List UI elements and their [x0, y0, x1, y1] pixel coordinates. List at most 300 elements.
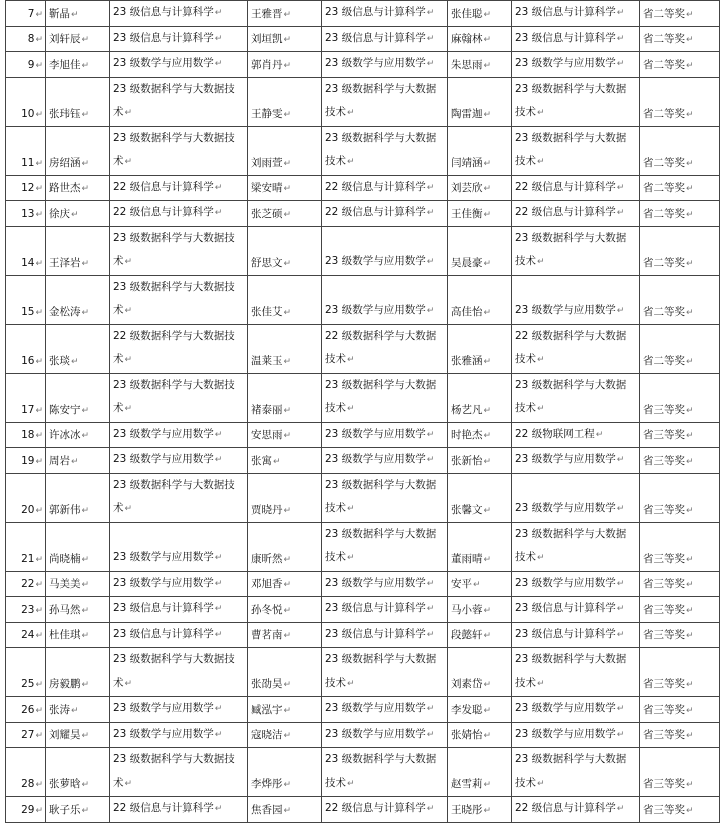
cell-text: 23 级数学与应用数学 — [515, 304, 616, 316]
cell-member3-name — [448, 722, 512, 748]
cell-text: 李旭佳 — [49, 58, 81, 71]
paragraph-mark-icon: ↵ — [537, 404, 545, 414]
cell-text: 23 级信息与计算科学 — [113, 602, 214, 614]
cell-text: 23 级数据科学与大数据技术 — [515, 527, 627, 563]
cell-seq-number — [6, 797, 46, 823]
cell-member2-major — [322, 522, 448, 571]
cell-text: 刘雨萱 — [251, 156, 283, 169]
cell-award-level — [640, 597, 720, 623]
paragraph-mark-icon: ↵ — [426, 604, 435, 614]
cell-seq-number — [6, 722, 46, 748]
cell-text: 张萝晗 — [49, 778, 81, 790]
cell-award-level — [640, 226, 720, 275]
cell-text: 省三等奖 — [643, 803, 685, 816]
table-row — [6, 77, 720, 126]
cell-text: 陶雷迦 — [451, 107, 483, 120]
cell-member3-name — [448, 324, 512, 373]
cell-text: 省二等奖 — [643, 182, 685, 194]
cell-text: 马小蓉 — [451, 603, 483, 616]
paragraph-mark-icon: ↵ — [537, 778, 545, 789]
cell-award-level — [640, 622, 720, 648]
cell-text: 省三等奖 — [643, 703, 685, 716]
cell-award-level — [640, 797, 720, 823]
paragraph-mark-icon: ↵ — [283, 258, 292, 269]
paragraph-mark-icon: ↵ — [35, 35, 43, 45]
cell-text: 邓旭香 — [251, 578, 283, 590]
paragraph-mark-icon: ↵ — [124, 355, 133, 365]
cell-member1-major — [110, 26, 248, 52]
paragraph-mark-icon: ↵ — [595, 429, 604, 440]
cell-award-level — [640, 373, 720, 422]
cell-text: 23 级信息与计算科学 — [113, 31, 214, 44]
cell-text: 省二等奖 — [643, 305, 685, 318]
paragraph-mark-icon: ↵ — [35, 505, 43, 516]
cell-text: 焦香园 — [251, 803, 283, 816]
paragraph-mark-icon: ↵ — [71, 9, 79, 20]
paragraph-mark-icon: ↵ — [214, 59, 223, 69]
paragraph-mark-icon: ↵ — [483, 356, 492, 367]
cell-member2-major — [322, 697, 448, 723]
cell-member2-major — [322, 175, 448, 201]
cell-member2-name — [248, 77, 322, 126]
paragraph-mark-icon: ↵ — [283, 780, 292, 790]
paragraph-mark-icon: ↵ — [283, 109, 292, 120]
cell-text: 张婧怡 — [451, 729, 483, 741]
cell-text: 张琰 — [49, 354, 70, 367]
paragraph-mark-icon: ↵ — [483, 258, 492, 269]
paragraph-mark-icon: ↵ — [35, 209, 43, 220]
cell-award-level — [640, 1, 720, 27]
cell-text: 房绍涵 — [49, 156, 81, 169]
table-row — [6, 52, 720, 78]
cell-member1-name — [46, 748, 110, 797]
paragraph-mark-icon: ↵ — [686, 184, 694, 194]
cell-text: 23 级数据科学与大数据技术 — [113, 378, 235, 414]
cell-text: 许冰冰 — [49, 429, 81, 441]
cell-text: 吴晨豪 — [451, 256, 483, 269]
cell-text: 8 — [27, 33, 35, 45]
cell-text: 23 级数学与应用数学 — [325, 57, 426, 69]
cell-text: 段懿轩 — [451, 629, 483, 641]
paragraph-mark-icon: ↵ — [283, 431, 292, 441]
cell-member2-name — [248, 226, 322, 275]
paragraph-mark-icon: ↵ — [616, 455, 625, 465]
cell-member3-name — [448, 448, 512, 474]
cell-member3-name — [448, 571, 512, 597]
cell-text: 张劭昊 — [251, 678, 283, 690]
cell-text: 22 级数据科学与大数据技术 — [113, 329, 235, 365]
table-row — [6, 473, 720, 522]
cell-member3-name — [448, 797, 512, 823]
paragraph-mark-icon: ↵ — [616, 8, 625, 18]
cell-text: 14 — [21, 256, 35, 269]
paragraph-mark-icon: ↵ — [283, 680, 292, 690]
paragraph-mark-icon: ↵ — [686, 35, 694, 45]
cell-text: 23 级数学与应用数学 — [515, 576, 616, 589]
paragraph-mark-icon: ↵ — [347, 553, 355, 563]
paragraph-mark-icon: ↵ — [81, 109, 90, 120]
paragraph-mark-icon: ↵ — [686, 805, 694, 816]
cell-text: 17 — [21, 403, 35, 416]
cell-text: 23 级数学与应用数学 — [515, 453, 616, 465]
cell-member1-major — [110, 597, 248, 623]
table-row — [6, 722, 720, 748]
table-row — [6, 1, 720, 27]
cell-member2-major — [322, 126, 448, 175]
cell-award-level — [640, 722, 720, 748]
paragraph-mark-icon: ↵ — [71, 209, 79, 220]
cell-member3-major — [512, 622, 640, 648]
cell-member1-name — [46, 52, 110, 78]
cell-text: 李发聪 — [451, 703, 483, 716]
cell-text: 温莱玉 — [251, 354, 283, 367]
cell-text: 闫靖涵 — [451, 156, 483, 169]
cell-member2-major — [322, 52, 448, 78]
paragraph-mark-icon: ↵ — [537, 678, 545, 689]
cell-text: 23 级数据科学与大数据技术 — [113, 753, 235, 789]
paragraph-mark-icon: ↵ — [426, 429, 435, 440]
cell-text: 22 级信息与计算科学 — [325, 180, 426, 193]
cell-member3-major — [512, 77, 640, 126]
cell-text: 省三等奖 — [643, 678, 685, 690]
cell-text: 23 级数据科学与大数据技术 — [113, 280, 235, 316]
cell-member3-name — [448, 226, 512, 275]
cell-text: 路世杰 — [49, 182, 81, 194]
cell-member1-major — [110, 571, 248, 597]
cell-text: 23 级数学与应用数学 — [113, 727, 214, 740]
cell-member2-name — [248, 126, 322, 175]
cell-member2-major — [322, 597, 448, 623]
cell-award-level — [640, 52, 720, 78]
cell-member1-major — [110, 175, 248, 201]
table-row — [6, 622, 720, 648]
cell-member3-name — [448, 201, 512, 227]
cell-text: 23 级信息与计算科学 — [515, 31, 616, 44]
paragraph-mark-icon: ↵ — [483, 60, 492, 71]
cell-seq-number — [6, 597, 46, 623]
paragraph-mark-icon: ↵ — [214, 455, 223, 465]
cell-text: 22 级信息与计算科学 — [113, 206, 214, 218]
cell-award-level — [640, 748, 720, 797]
paragraph-mark-icon: ↵ — [616, 604, 625, 614]
cell-text: 孙冬悦 — [251, 603, 283, 616]
cell-seq-number — [6, 52, 46, 78]
cell-member2-name — [248, 275, 322, 324]
table-row — [6, 571, 720, 597]
paragraph-mark-icon: ↵ — [283, 356, 292, 367]
cell-member2-major — [322, 473, 448, 522]
cell-member2-name — [248, 324, 322, 373]
cell-text: 张馨文 — [451, 503, 483, 516]
cell-award-level — [640, 175, 720, 201]
cell-member3-major — [512, 571, 640, 597]
cell-award-level — [640, 473, 720, 522]
paragraph-mark-icon: ↵ — [81, 405, 90, 416]
cell-text: 23 级数据科学与大数据技术 — [325, 378, 437, 414]
cell-text: 27 — [21, 729, 35, 741]
cell-text: 22 级信息与计算科学 — [515, 180, 616, 193]
cell-text: 23 级数据科学与大数据技术 — [325, 653, 437, 689]
cell-text: 23 级数据科学与大数据技术 — [113, 653, 235, 689]
paragraph-mark-icon: ↵ — [483, 505, 492, 516]
paragraph-mark-icon: ↵ — [124, 306, 133, 316]
paragraph-mark-icon: ↵ — [214, 8, 223, 18]
cell-text: 陈安宁 — [49, 403, 81, 416]
cell-text: 王晓彤 — [451, 803, 483, 816]
paragraph-mark-icon: ↵ — [81, 680, 90, 690]
cell-text: 张芝硕 — [251, 207, 283, 220]
cell-text: 张新怡 — [451, 454, 483, 467]
paragraph-mark-icon: ↵ — [347, 108, 355, 118]
paragraph-mark-icon: ↵ — [473, 580, 481, 590]
paragraph-mark-icon: ↵ — [686, 780, 694, 790]
paragraph-mark-icon: ↵ — [616, 704, 625, 714]
cell-member3-name — [448, 52, 512, 78]
paragraph-mark-icon: ↵ — [283, 35, 292, 45]
paragraph-mark-icon: ↵ — [124, 404, 133, 414]
paragraph-mark-icon: ↵ — [81, 158, 90, 169]
paragraph-mark-icon: ↵ — [483, 705, 492, 716]
cell-text: 15 — [21, 305, 35, 318]
cell-award-level — [640, 77, 720, 126]
cell-member3-major — [512, 26, 640, 52]
cell-member3-major — [512, 697, 640, 723]
paragraph-mark-icon: ↵ — [35, 631, 43, 641]
cell-member3-name — [448, 648, 512, 697]
cell-text: 金松涛 — [49, 305, 81, 318]
cell-award-level — [640, 126, 720, 175]
cell-text: 张佳艾 — [251, 305, 283, 318]
cell-seq-number — [6, 648, 46, 697]
table-row — [6, 648, 720, 697]
paragraph-mark-icon: ↵ — [686, 356, 694, 367]
cell-text: 麻翰林 — [451, 33, 483, 45]
cell-text: 23 级数学与应用数学 — [325, 702, 426, 714]
cell-text: 23 级数据科学与大数据技术 — [113, 131, 235, 167]
cell-seq-number — [6, 275, 46, 324]
cell-text: 22 级信息与计算科学 — [325, 802, 426, 814]
paragraph-mark-icon: ↵ — [686, 109, 694, 120]
cell-member3-major — [512, 373, 640, 422]
paragraph-mark-icon: ↵ — [283, 554, 292, 565]
cell-member2-major — [322, 571, 448, 597]
cell-text: 23 级数学与应用数学 — [113, 453, 214, 465]
cell-text: 22 级数据科学与大数据技术 — [325, 329, 437, 365]
paragraph-mark-icon: ↵ — [283, 9, 292, 20]
cell-member3-major — [512, 722, 640, 748]
table-row — [6, 201, 720, 227]
paragraph-mark-icon: ↵ — [686, 705, 694, 716]
cell-member3-name — [448, 473, 512, 522]
cell-member3-name — [448, 126, 512, 175]
paragraph-mark-icon: ↵ — [35, 680, 43, 690]
cell-text: 省三等奖 — [643, 429, 685, 441]
cell-text: 张涛 — [49, 703, 70, 716]
paragraph-mark-icon: ↵ — [483, 680, 492, 690]
cell-text: 省三等奖 — [643, 503, 685, 516]
paragraph-mark-icon: ↵ — [426, 578, 435, 589]
paragraph-mark-icon: ↵ — [426, 257, 435, 267]
cell-seq-number — [6, 622, 46, 648]
cell-member3-name — [448, 748, 512, 797]
cell-member3-major — [512, 175, 640, 201]
cell-text: 舒思文 — [251, 256, 283, 269]
paragraph-mark-icon: ↵ — [124, 257, 133, 267]
cell-text: 23 级数学与应用数学 — [515, 502, 616, 514]
cell-member2-major — [322, 622, 448, 648]
paragraph-mark-icon: ↵ — [347, 678, 355, 689]
cell-text: 28 — [21, 778, 35, 790]
paragraph-mark-icon: ↵ — [426, 59, 435, 69]
paragraph-mark-icon: ↵ — [124, 108, 133, 118]
cell-text: 张佳聪 — [451, 7, 483, 20]
cell-member1-name — [46, 126, 110, 175]
paragraph-mark-icon: ↵ — [483, 431, 492, 441]
cell-member2-name — [248, 1, 322, 27]
cell-member3-major — [512, 522, 640, 571]
cell-text: 23 级数学与应用数学 — [113, 576, 214, 589]
table-row — [6, 422, 720, 448]
cell-seq-number — [6, 324, 46, 373]
paragraph-mark-icon: ↵ — [537, 108, 545, 118]
cell-text: 24 — [21, 629, 35, 641]
cell-text: 23 级数学与应用数学 — [325, 576, 426, 589]
award-table — [5, 0, 720, 823]
cell-text: 省二等奖 — [643, 207, 685, 220]
cell-text: 23 级数据科学与大数据技术 — [325, 753, 437, 789]
cell-member3-name — [448, 622, 512, 648]
paragraph-mark-icon: ↵ — [616, 629, 625, 640]
paragraph-mark-icon: ↵ — [81, 431, 90, 441]
paragraph-mark-icon: ↵ — [35, 731, 43, 741]
paragraph-mark-icon: ↵ — [214, 429, 223, 440]
paragraph-mark-icon: ↵ — [35, 158, 43, 169]
paragraph-mark-icon: ↵ — [537, 157, 545, 167]
cell-text: 时艳杰 — [451, 429, 483, 441]
cell-text: 23 级数学与应用数学 — [515, 702, 616, 714]
paragraph-mark-icon: ↵ — [537, 257, 545, 267]
cell-text: 23 级数据科学与大数据技术 — [325, 82, 437, 118]
cell-text: 20 — [21, 503, 35, 516]
cell-member3-major — [512, 748, 640, 797]
cell-text: 22 — [21, 578, 35, 590]
cell-member1-name — [46, 373, 110, 422]
cell-seq-number — [6, 571, 46, 597]
cell-member1-name — [46, 26, 110, 52]
cell-member1-name — [46, 1, 110, 27]
cell-member1-major — [110, 697, 248, 723]
cell-text: 22 级信息与计算科学 — [113, 180, 214, 193]
cell-text: 张寓 — [251, 454, 272, 467]
cell-award-level — [640, 324, 720, 373]
paragraph-mark-icon: ↵ — [214, 804, 223, 814]
cell-member1-major — [110, 722, 248, 748]
cell-seq-number — [6, 422, 46, 448]
paragraph-mark-icon: ↵ — [35, 431, 43, 441]
paragraph-mark-icon: ↵ — [686, 405, 694, 416]
paragraph-mark-icon: ↵ — [347, 778, 355, 789]
cell-member2-major — [322, 373, 448, 422]
cell-member2-name — [248, 622, 322, 648]
paragraph-mark-icon: ↵ — [426, 182, 435, 193]
cell-text: 省三等奖 — [643, 778, 685, 790]
paragraph-mark-icon: ↵ — [35, 109, 43, 120]
cell-text: 23 级数学与应用数学 — [515, 727, 616, 740]
cell-member2-name — [248, 201, 322, 227]
paragraph-mark-icon: ↵ — [426, 455, 435, 465]
paragraph-mark-icon: ↵ — [283, 505, 292, 516]
paragraph-mark-icon: ↵ — [81, 631, 90, 641]
paragraph-mark-icon: ↵ — [35, 60, 43, 71]
paragraph-mark-icon: ↵ — [81, 780, 90, 790]
cell-text: 赵雪莉 — [451, 778, 483, 790]
paragraph-mark-icon: ↵ — [35, 580, 43, 590]
cell-text: 23 级信息与计算科学 — [515, 602, 616, 614]
cell-member1-major — [110, 226, 248, 275]
cell-member3-major — [512, 1, 640, 27]
cell-text: 周岩 — [49, 454, 70, 467]
cell-text: 11 — [21, 156, 35, 169]
cell-text: 刘芸欣 — [451, 182, 483, 194]
paragraph-mark-icon: ↵ — [214, 208, 223, 218]
paragraph-mark-icon: ↵ — [347, 157, 355, 167]
cell-seq-number — [6, 77, 46, 126]
paragraph-mark-icon: ↵ — [283, 580, 292, 590]
cell-award-level — [640, 26, 720, 52]
paragraph-mark-icon: ↵ — [616, 208, 625, 218]
paragraph-mark-icon: ↵ — [214, 578, 223, 589]
paragraph-mark-icon: ↵ — [426, 33, 435, 44]
cell-member2-major — [322, 201, 448, 227]
cell-member3-name — [448, 522, 512, 571]
paragraph-mark-icon: ↵ — [616, 59, 625, 69]
paragraph-mark-icon: ↵ — [686, 680, 694, 690]
paragraph-mark-icon: ↵ — [686, 9, 694, 20]
paragraph-mark-icon: ↵ — [124, 678, 133, 689]
cell-member2-major — [322, 226, 448, 275]
paragraph-mark-icon: ↵ — [616, 306, 625, 316]
cell-text: 23 级数学与应用数学 — [325, 453, 426, 465]
paragraph-mark-icon: ↵ — [81, 307, 90, 318]
paragraph-mark-icon: ↵ — [214, 553, 223, 563]
cell-text: 省二等奖 — [643, 7, 685, 20]
cell-text: 12 — [21, 182, 35, 194]
cell-member1-major — [110, 473, 248, 522]
paragraph-mark-icon: ↵ — [81, 605, 90, 616]
paragraph-mark-icon: ↵ — [283, 184, 292, 194]
paragraph-mark-icon: ↵ — [616, 804, 625, 814]
paragraph-mark-icon: ↵ — [686, 158, 694, 169]
paragraph-mark-icon: ↵ — [283, 631, 292, 641]
paragraph-mark-icon: ↵ — [214, 729, 223, 740]
cell-member3-name — [448, 26, 512, 52]
table-row — [6, 597, 720, 623]
paragraph-mark-icon: ↵ — [616, 729, 625, 740]
paragraph-mark-icon: ↵ — [124, 778, 133, 789]
paragraph-mark-icon: ↵ — [35, 780, 43, 790]
table-row — [6, 748, 720, 797]
cell-text: 23 级数据科学与大数据技术 — [515, 82, 627, 118]
cell-text: 18 — [21, 429, 35, 441]
paragraph-mark-icon: ↵ — [483, 456, 492, 467]
paragraph-mark-icon: ↵ — [483, 605, 492, 616]
paragraph-mark-icon: ↵ — [686, 258, 694, 269]
cell-award-level — [640, 522, 720, 571]
cell-text: 9 — [27, 58, 35, 71]
cell-text: 曹茗南 — [251, 629, 283, 641]
paragraph-mark-icon: ↵ — [283, 605, 292, 616]
cell-text: 23 级信息与计算科学 — [325, 602, 426, 614]
